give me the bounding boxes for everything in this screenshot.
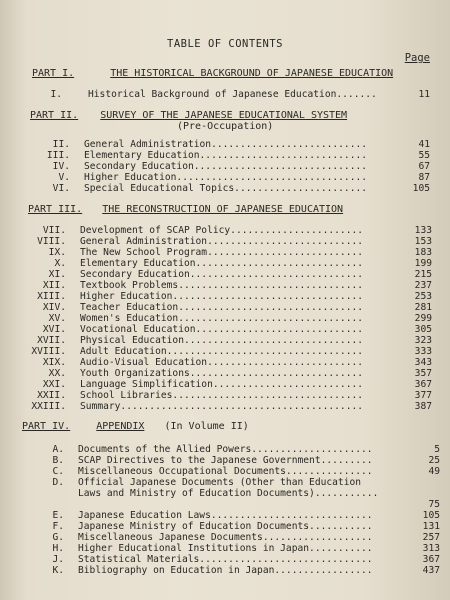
part-label: PART I. — [32, 68, 75, 79]
document-page: TABLE OF CONTENTS Page PART I. THE HISTORICAL BACKGROUND OF JAPANESE EDUCATION I. Historical Background of Japanese Education....... 11 PART II. SURVEY OF THE JAPANESE EDUCATIONAL SYSTEM (Pre-Occupation) II. General Administration........................... 41 III. Elementary Education............................. 55 IV. Secondary Education.............................. 67 V. Higher Education................................. 87 VI. Special Educational Topics....................... 105 PART III. THE RECONSTRUCTION OF JAPANESE EDUCATION VII. Development of SCAP Policy....................... 133 VIII. General Administration........................... 153 IX. The New School Program........................... 183 X. Elementary Education............................. 199 XI. Secondary Education.............................. 215 XII. Textbook Problems................................ 237 XIII. Higher Education................................. 253 XIV. Teacher Education................................ 281 XV. Women's Education................................ 299 XVI. Vocational Education............................. 305 XVII. Physical Education............................... 323 XVIII. Adult Education.................................. 333 XIX. Audio-Visual Education........................... 343 XX. Youth Organizations.............................. 357 XXI. Language Simplification.......................... 367 XXII. School Libraries................................. 377 XXIII. Summary.......................................... 387 PART IV. APPENDIX (In Volume II) A. Documents of the Allied Powers..................... 5 B. SCAP Directives to the Japanese Government......... 25 C. Miscellaneous Occupational Documents............... 49 D. Official Japanese Documents (Other than Education Laws and Ministry of Education Documents)........... 75 E. Japanese Education Laws............................ 105 F. Japanese Ministry of Education Documents........... 131 G. Miscellaneous Japanese Documents................... 257 H. Higher Educational Institutions in Japan........... 313 J. Statistical Materials.............................. 367 K. Bibliography on Education in Japan................. 437 — [0, 0, 450, 600]
part-2-heading — [30, 110, 347, 121]
part-label: PART II. — [30, 110, 79, 121]
part-subtitle: (Pre-Occupation) — [177, 121, 274, 132]
part-label: PART III. — [28, 204, 83, 215]
part-1-heading — [32, 68, 393, 79]
part-3-heading — [28, 204, 343, 215]
part-title: SURVEY OF THE JAPANESE EDUCATIONAL SYSTEM — [100, 110, 348, 121]
page-column-header: Page — [404, 52, 430, 64]
part-label: PART IV. — [22, 421, 71, 432]
part-4-heading — [22, 421, 249, 432]
part-title: APPENDIX — [96, 421, 145, 432]
toc-title: TABLE OF CONTENTS — [167, 38, 283, 50]
toc-entry-continued: Laws and Ministry of Education Documents)........... — [78, 488, 379, 499]
part-title: THE HISTORICAL BACKGROUND OF JAPANESE EDUCATION — [110, 68, 394, 79]
part-title: THE RECONSTRUCTION OF JAPANESE EDUCATION — [102, 204, 344, 215]
part-note: (In Volume II) — [164, 421, 249, 432]
